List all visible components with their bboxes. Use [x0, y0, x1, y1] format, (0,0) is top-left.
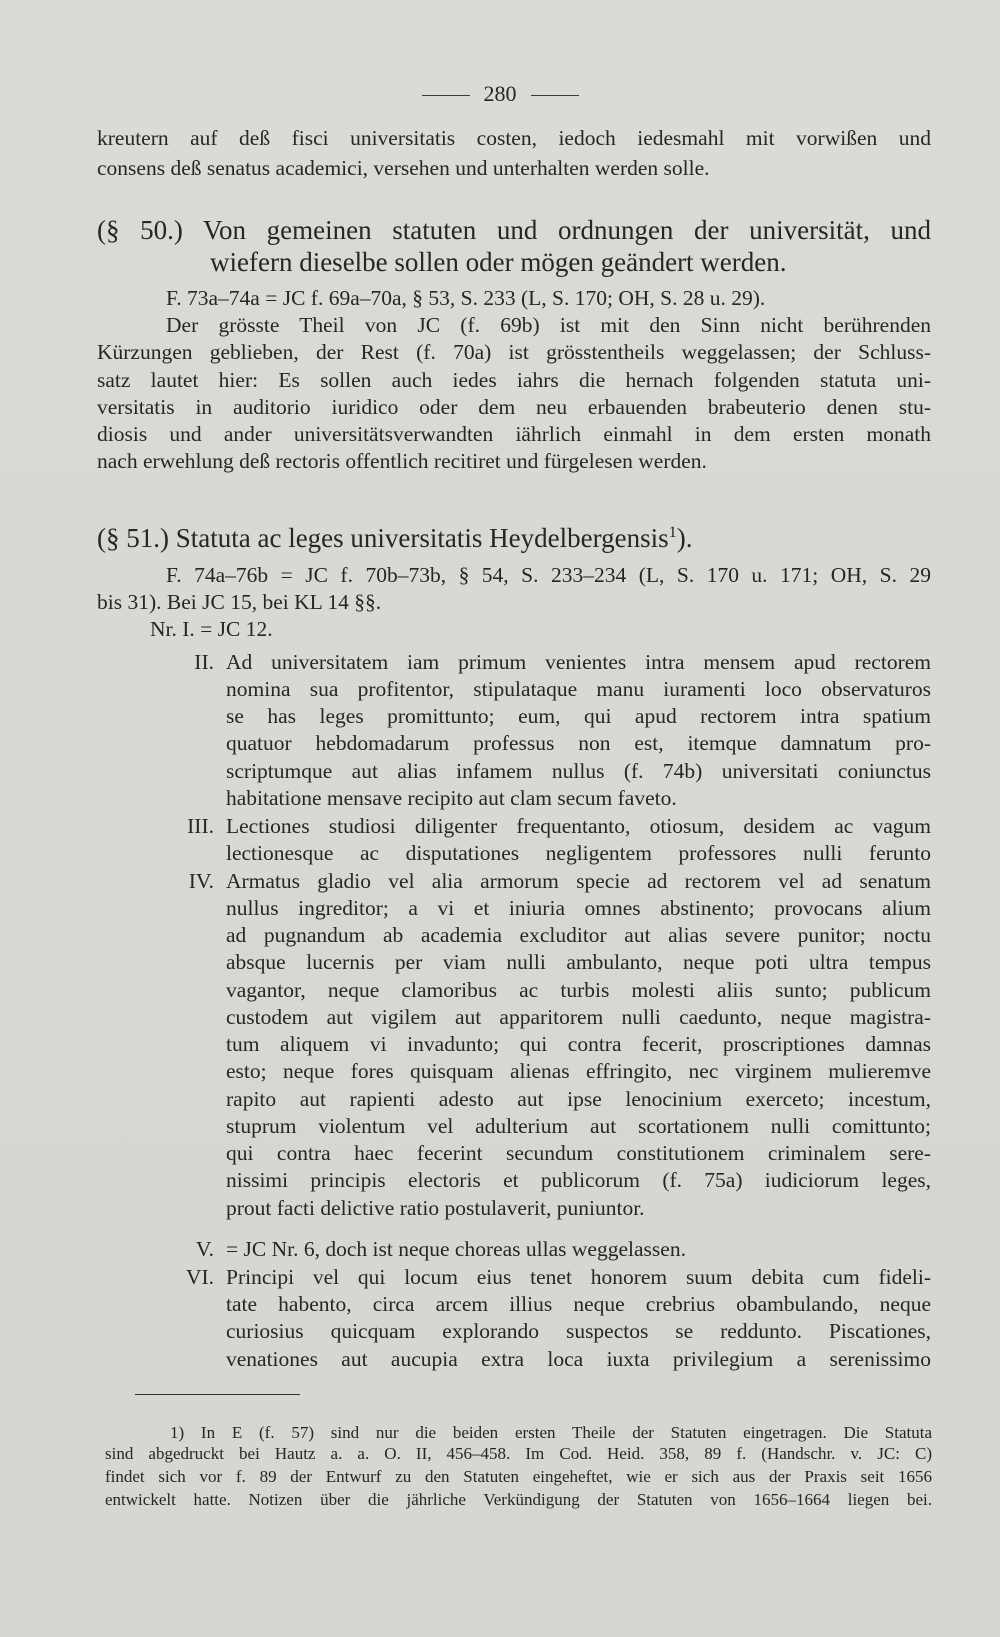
- text-line: rapito aut rapienti adesto aut ipse lenocinium exerceto; incestum,: [226, 1087, 931, 1111]
- page-number: 280: [0, 80, 1000, 108]
- text-line: ad pugnandum ab academia excluditor aut alias severe punitor; noctu: [226, 923, 931, 947]
- text-line: Principi vel qui locum eius tenet honorem suum debita cum fideli-: [226, 1265, 931, 1289]
- footnote-line: entwickelt hatte. Notizen über die jährliche Verkündigung der Statuten von 1656–1664 liegen bei.: [105, 1490, 932, 1509]
- text-line: Lectiones studiosi diligenter frequentanto, otiosum, desidem ac vagum: [226, 814, 931, 838]
- text-line: tate habento, circa arcem illius neque crebrius obambulando, neque: [226, 1292, 931, 1316]
- section-heading: (§ 50.) Von gemeinen statuten und ordnungen der universität, und: [97, 215, 931, 245]
- text-line: esto; neque fores quisquam alienas effringito, nec virginem mulieremve: [226, 1059, 931, 1083]
- text-line: stuprum violentum vel adulterium aut scortationem nulli comittunto;: [226, 1114, 931, 1138]
- text-line: consens deß senatus academici, versehen und unterhalten werden solle.: [97, 156, 710, 180]
- text-line: Armatus gladio vel alia armorum specie ad rectorem vel ad senatum: [226, 869, 931, 893]
- article-number: III.: [187, 814, 214, 838]
- text-line: prout facti delictive ratio postulaverit, puniuntor.: [226, 1196, 645, 1220]
- text-line: nullus ingreditor; a vi et iniuria omnes abstinento; provocans alium: [226, 896, 931, 920]
- text-line: qui contra haec fecerint secundum constitutionem criminalem sere-: [226, 1141, 931, 1165]
- text-line: nomina sua profitentor, stipulataque manu iuramenti loco observaturos: [226, 677, 931, 701]
- footnote-line: sind abgedruckt bei Hautz a. a. O. II, 456–458. Im Cod. Heid. 358, 89 f. (Handschr. v. JC: C): [105, 1444, 932, 1463]
- text-line: vagantor, neque clamoribus ac turbis molesti aliis sunto; publicum: [226, 978, 931, 1002]
- text-line: custodem aut vigilem aut apparitorem nulli caedunto, neque magistra-: [226, 1005, 931, 1029]
- article-number: VI.: [185, 1265, 214, 1289]
- section-heading: wiefern dieselbe sollen oder mögen geändert werden.: [210, 247, 787, 277]
- text-line: nissimi principis electoris et publicorum (f. 75a) iudiciorum leges,: [226, 1168, 931, 1192]
- text-line: Ad universitatem iam primum venientes intra mensem apud rectorem: [226, 650, 931, 674]
- text-line: tum aliquem vi invadunto; qui contra fecerit, proscriptiones damnas: [226, 1032, 931, 1056]
- text-line: = JC Nr. 6, doch ist neque choreas ullas weggelassen.: [226, 1237, 686, 1261]
- article-number: IV.: [188, 869, 214, 893]
- text-line: habitatione mensave recipito aut clam secum faveto.: [226, 786, 677, 810]
- article-number: II.: [194, 650, 214, 674]
- text-line: curiosius quicquam explorando suspectos se reddunto. Piscationes,: [226, 1319, 931, 1343]
- text-line: versitatis in auditorio iuridico oder dem neu erbauenden brabeuterio denen stu-: [97, 395, 931, 419]
- text-line: se has leges promittunto; eum, qui apud rectorem intra spatium: [226, 704, 931, 728]
- text-line: F. 73a–74a = JC f. 69a–70a, § 53, S. 233 (L, S. 170; OH, S. 28 u. 29).: [166, 286, 766, 310]
- text-line: lectionesque ac disputationes negligentem professores nulli ferunto: [226, 841, 931, 865]
- footnote-ref: 1: [668, 523, 677, 541]
- text-line: nach erwehlung deß rectoris offentlich recitiret und fürgelesen werden.: [97, 449, 707, 473]
- text-line: venationes aut aucupia extra loca iuxta privilegium a serenissimo: [226, 1347, 931, 1371]
- text-line: Nr. I. = JC 12.: [150, 617, 273, 641]
- text-line: diosis und ander universitätsverwandten iährlich einmahl in dem ersten monath: [97, 422, 931, 446]
- text-line: bis 31). Bei JC 15, bei KL 14 §§.: [97, 590, 382, 614]
- footnote-line: findet sich vor f. 89 der Entwurf zu den Statuten eingeheftet, wie er sich aus der Praxis seit 1656: [105, 1467, 932, 1486]
- text-line: scriptumque aut alias infamem nullus (f. 74b) universitati coniunctus: [226, 759, 931, 783]
- section-heading: (§ 51.) Statuta ac leges universitatis Heydelbergensis$^1$).: [97, 523, 693, 553]
- footnote-rule: [135, 1394, 300, 1395]
- text-line: F. 74a–76b = JC f. 70b–73b, § 54, S. 233–234 (L, S. 170 u. 171; OH, S. 29: [166, 563, 931, 587]
- footnote-line: 1) In E (f. 57) sind nur die beiden ersten Theile der Statuten eingetragen. Die Statuta: [170, 1423, 932, 1442]
- text-line: kreutern auf deß fisci universitatis costen, iedoch iedesmahl mit vorwißen und: [97, 126, 931, 150]
- text-line: Der grösste Theil von JC (f. 69b) ist mit den Sinn nicht berührenden: [166, 313, 931, 337]
- text-line: absque lucernis per viam nulli ambulanto, neque poti ultra tempus: [226, 950, 931, 974]
- article-number: V.: [195, 1237, 214, 1261]
- text-line: quatuor hebdomadarum professus non est, itemque damnatum pro-: [226, 731, 931, 755]
- text-line: Kürzungen geblieben, der Rest (f. 70a) ist grösstentheils weggelassen; der Schluss-: [97, 340, 931, 364]
- text-line: satz lautet hier: Es sollen auch iedes iahrs die hernach folgenden statuta uni-: [97, 368, 931, 392]
